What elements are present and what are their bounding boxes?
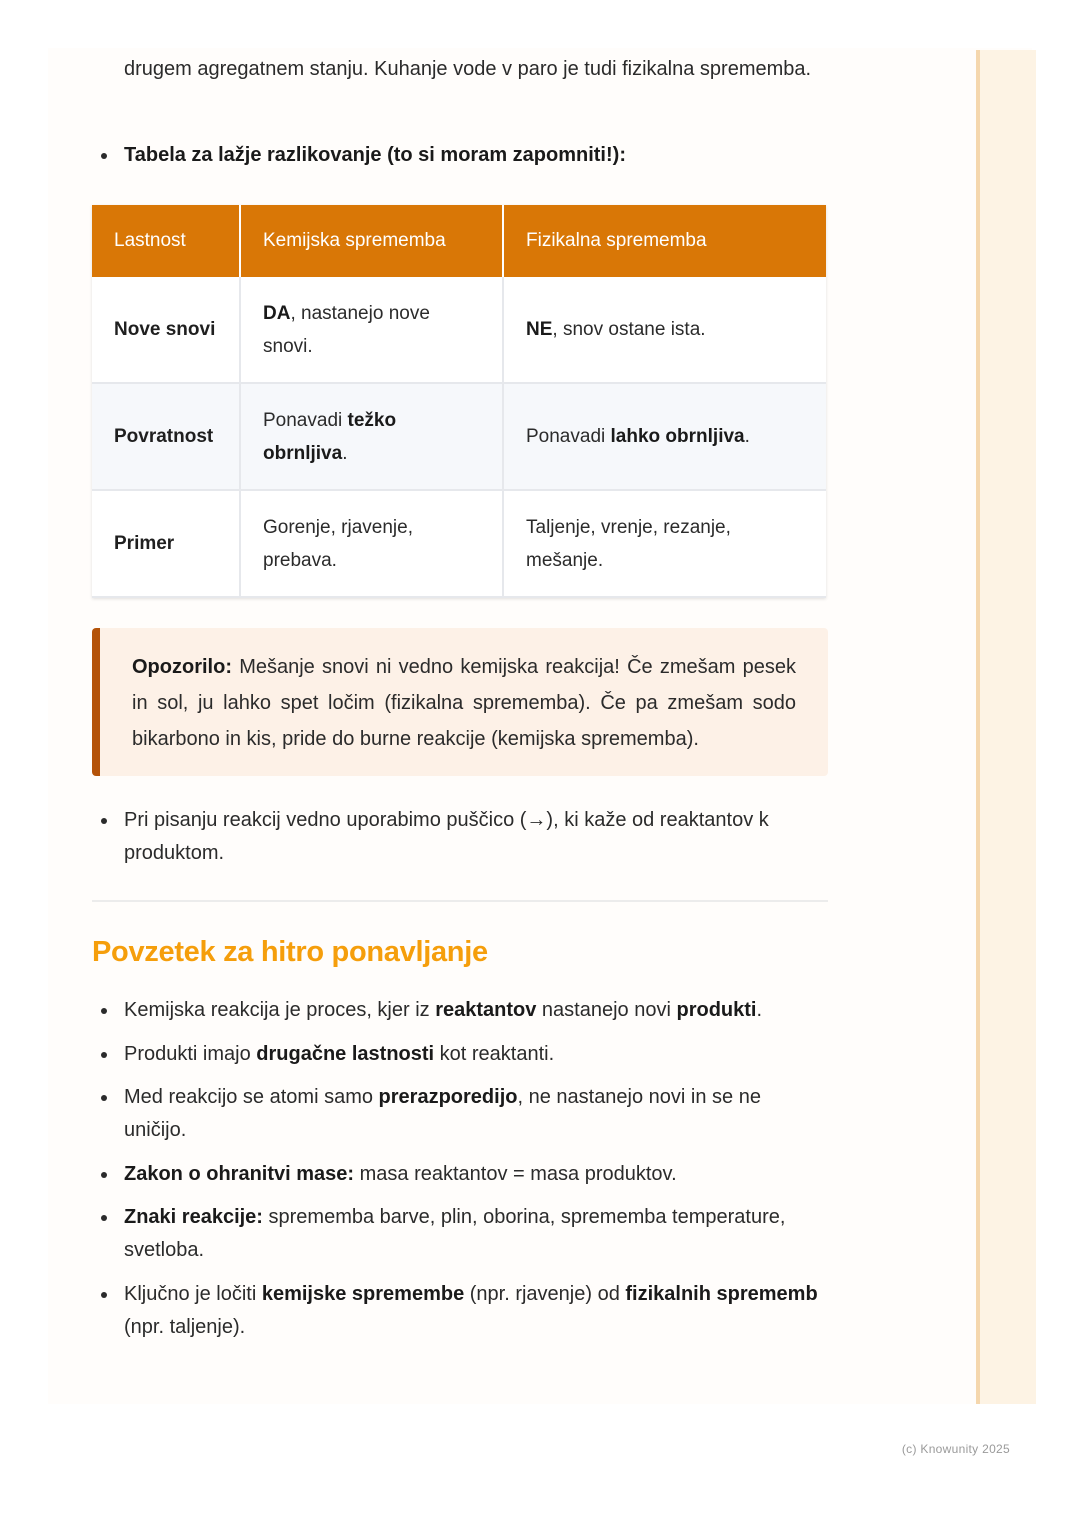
row-label: Nove snovi: [92, 277, 240, 383]
header-chemical: Kemijska sprememba: [240, 205, 503, 277]
summary-item: Produkti imajo drugačne lastnosti kot reaktanti.: [92, 1038, 828, 1071]
table-row: [92, 277, 826, 383]
cell-chemical: Ponavadi težko obrnljiva.: [240, 383, 503, 490]
warning-callout: [92, 628, 828, 776]
cell-physical: Ponavadi lahko obrnljiva.: [503, 383, 826, 490]
table-header-row: [92, 205, 826, 277]
intro-continuation: drugem agregatnem stanju. Kuhanje vode v paro je tudi fizikalna sprememba.: [124, 58, 812, 80]
callout-text: Mešanje snovi ni vedno kemijska reakcija! Če zmešam pesek in sol, ju lahko spet ločim (fizikalna sprememba). Če pa zmešam sodo bikarbono in kis, pride do burne reakcije (kemijska sprememba).: [132, 656, 796, 750]
summary-title: Povzetek za hitro ponavljanje: [92, 936, 488, 968]
cell-chemical: Gorenje, rjavenje, prebava.: [240, 490, 503, 597]
arrow-note-list: [92, 804, 828, 870]
summary-item: Zakon o ohranitvi mase: masa reaktantov = masa produktov.: [92, 1158, 828, 1191]
summary-item: Znaki reakcije: sprememba barve, plin, oborina, sprememba temperature, svetloba.: [92, 1201, 828, 1267]
table-intro-list: [92, 139, 828, 172]
comparison-table: [92, 205, 826, 598]
summary-item: Kemijska reakcija je proces, kjer iz reaktantov nastanejo novi produkti.: [92, 994, 828, 1027]
summary-item: Med reakcijo se atomi samo prerazporedijo, ne nastanejo novi in se ne uničijo.: [92, 1081, 828, 1147]
section-divider: [92, 900, 828, 902]
row-label: Povratnost: [92, 383, 240, 490]
table-row: [92, 490, 826, 597]
header-property: Lastnost: [92, 205, 240, 277]
arrow-note-item: Pri pisanju reakcij vedno uporabimo puščico (→), ki kaže od reaktantov k produktom.: [92, 804, 828, 870]
table-row: [92, 383, 826, 490]
header-physical: Fizikalna sprememba: [503, 205, 826, 277]
summary-item: Ključno je ločiti kemijske spremembe (npr. rjavenje) od fizikalnih sprememb (npr. taljenje).: [92, 1278, 828, 1344]
callout-label: Opozorilo:: [132, 656, 232, 678]
side-strip: [976, 50, 1036, 1404]
cell-physical: NE, snov ostane ista.: [503, 277, 826, 383]
table-intro-item: Tabela za lažje razlikovanje (to si moram zapomniti!):: [92, 139, 828, 172]
summary-list: [92, 994, 828, 1354]
cell-physical: Taljenje, vrenje, rezanje, mešanje.: [503, 490, 826, 597]
copyright-footer: (c) Knowunity 2025: [901, 1442, 1010, 1456]
cell-chemical: DA, nastanejo nove snovi.: [240, 277, 503, 383]
row-label: Primer: [92, 490, 240, 597]
